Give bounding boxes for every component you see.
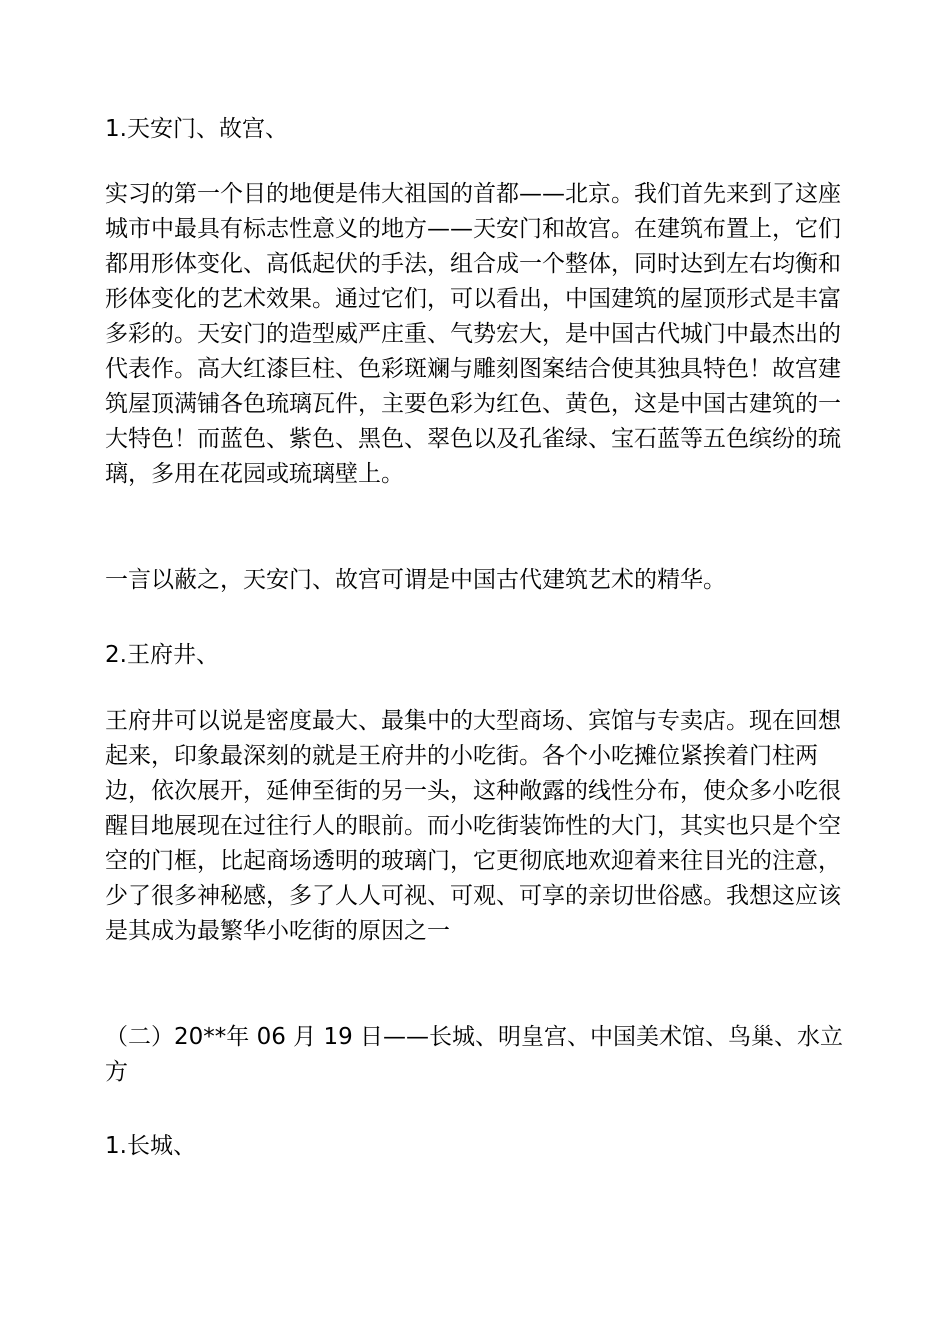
section-heading-tiananmen: 1.天安门、故宫、: [105, 116, 288, 142]
section-heading-wangfujing: 2.王府井、: [105, 642, 219, 668]
paragraph-tiananmen-gugong: 实习的第一个目的地便是伟大祖国的首都——北京。我们首先来到了这座城市中最具有标志性意义的地方——天安门和故宫。在建筑布置上，它们都用形体变化、高低起伏的手法，组合成一个整体，同时达到左右均衡和形体变化的艺术效果。通过它们，可以看出，中国建筑的屋顶形式是丰富多彩的。天安门的造型威严庄重、气势宏大，是中国古代城门中最杰出的代表作。高大红漆巨柱、色彩斑斓与雕刻图案结合使其独具特色！故宫建筑屋顶满铺各色琉璃瓦件，主要色彩为红色、黄色，这是中国古建筑的一大特色！而蓝色、紫色、黑色、翠色以及孔雀绿、宝石蓝等五色缤纷的琉璃，多用在花园或琉璃壁上。: [105, 181, 841, 487]
paragraph-wangfujing: 王府井可以说是密度最大、最集中的大型商场、宾馆与专卖店。现在回想起来，印象最深刻的就是王府井的小吃街。各个小吃摊位紧挨着门柱两边，依次展开，延伸至街的另一头，这种敞露的线性分布，使众多小吃很醒目地展现在过往行人的眼前。而小吃街装饰性的大门，其实也只是个空空的门框，比起商场透明的玻璃门，它更彻底地欢迎着来往目光的注意，少了很多神秘感，多了人人可视、可观、可享的亲切世俗感。我想这应该是其成为最繁华小吃街的原因之一: [105, 708, 841, 944]
day-heading: （二）20**年 06 月 19 日——长城、明皇宫、中国美术馆、鸟巢、水立方: [105, 1024, 844, 1085]
paragraph-summary: 一言以蔽之，天安门、故宫可谓是中国古代建筑艺术的精华。: [105, 567, 726, 593]
section-heading-changcheng: 1.长城、: [105, 1133, 196, 1159]
